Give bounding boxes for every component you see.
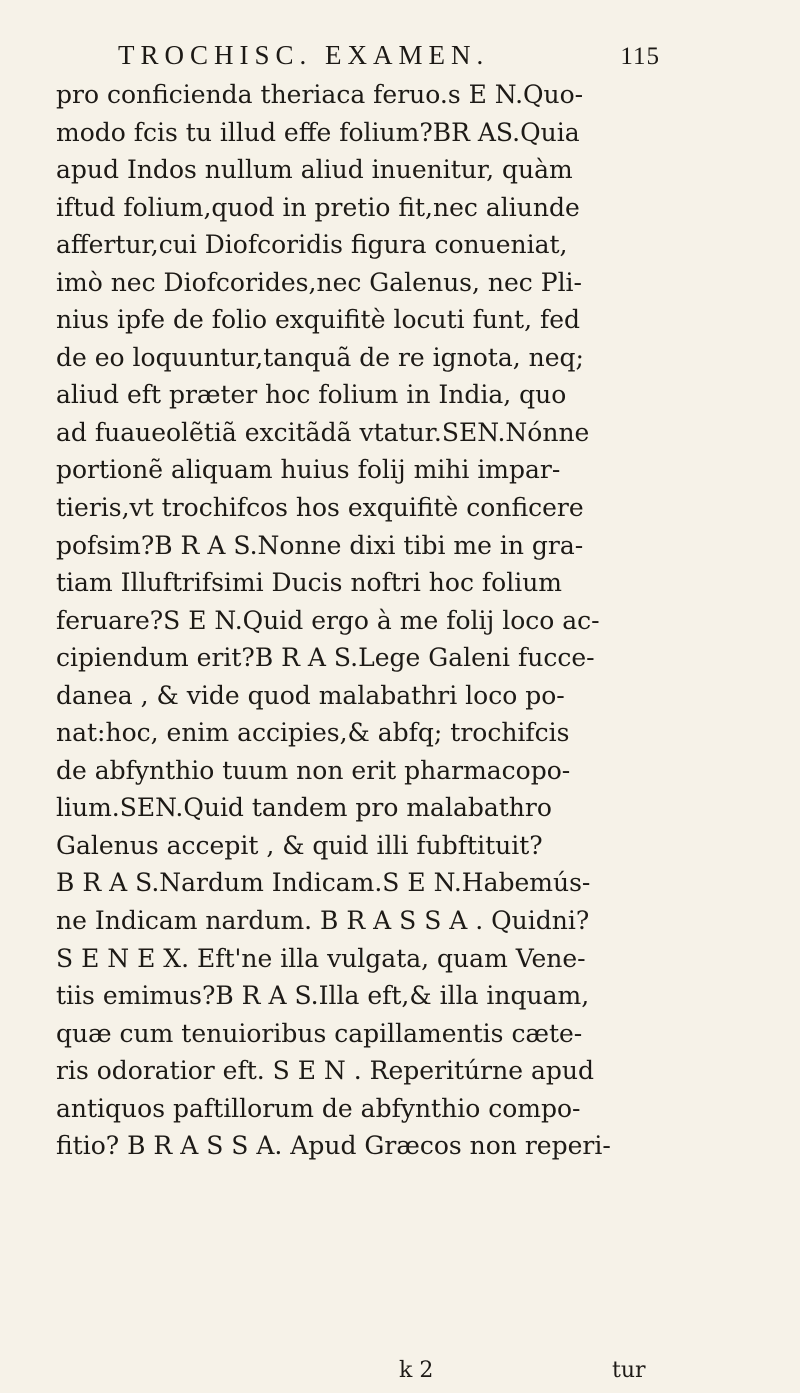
text-line: tieris,vt trochifcos hos exquifitè conficere (56, 493, 584, 523)
text-line: danea , & vide quod malabathri loco po- (56, 680, 565, 710)
text-line: Galenus accepit , & quid illi fubftituit? (56, 830, 543, 860)
text-line: apud Indos nullum aliud inuenitur, quàm (56, 155, 573, 185)
text-line: tiis emimus?B R A S.Illa eft,& illa inquam, (56, 981, 590, 1011)
text-line: tiam Illuftrifsimi Ducis noftri hoc folium (56, 568, 563, 598)
text-line: aliud eft præter hoc folium in India, quo (56, 380, 567, 410)
page-number: 115 (620, 43, 660, 70)
text-line: affertur,cui Diofcoridis figura conueniat, (56, 230, 568, 260)
text-line: S E N E X. Eft'ne illa vulgata, quam Vene- (56, 943, 586, 973)
text-line: fitio? B R A S S A. Apud Græcos non reperi- (56, 1131, 611, 1161)
text-line: iftud folium,quod in pretio fit,nec aliunde (56, 192, 580, 222)
text-line: pofsim?B R A S.Nonne dixi tibi me in gra- (56, 530, 584, 560)
text-line: feruare?S E N.Quid ergo à me folij loco ac- (56, 605, 600, 635)
text-line: imò nec Diofcorides,nec Galenus, nec Pli- (56, 267, 583, 297)
text-line: portionẽ aliquam huius folij mihi impar- (56, 455, 561, 485)
text-line: cipiendum erit?B R A S.Lege Galeni fucce- (56, 643, 595, 673)
text-line: ne Indicam nardum. B R A S S A . Quidni? (56, 906, 590, 936)
text-line: modo fcis tu illud effe folium?BR AS.Quia (56, 117, 580, 147)
text-line: antiquos paftillorum de abfynthio compo- (56, 1093, 581, 1123)
body-text (56, 76, 656, 1165)
text-line: quæ cum tenuioribus capillamentis cæte- (56, 1018, 583, 1048)
footer-line (56, 1358, 656, 1388)
signature-mark: k 2 (399, 1358, 434, 1383)
text-line: nius ipfe de folio exquifitè locuti funt, fed (56, 305, 581, 335)
text-line: de abfynthio tuum non erit pharmacopo- (56, 755, 571, 785)
text-line: lium.SEN.Quid tandem pro malabathro (56, 793, 552, 823)
running-title: TROCHISC. EXAMEN. (118, 40, 490, 70)
text-line: nat:hoc, enim accipies,& abfq; trochifcis (56, 718, 570, 748)
catchword: tur (612, 1358, 646, 1383)
running-head (118, 40, 660, 80)
text-line: ris odoratior eft. S E N . Reperitúrne apud (56, 1056, 594, 1086)
text-line: ad fuaueolẽtiã excitãdã vtatur.SEN.Nónne (56, 417, 590, 447)
text-line: pro conficienda theriaca feruo.s E N.Quo- (56, 80, 584, 109)
text-line: B R A S.Nardum Indicam.S E N.Habemús- (56, 868, 591, 898)
text-line: de eo loquuntur,tanquã de re ignota, neq; (56, 342, 584, 372)
